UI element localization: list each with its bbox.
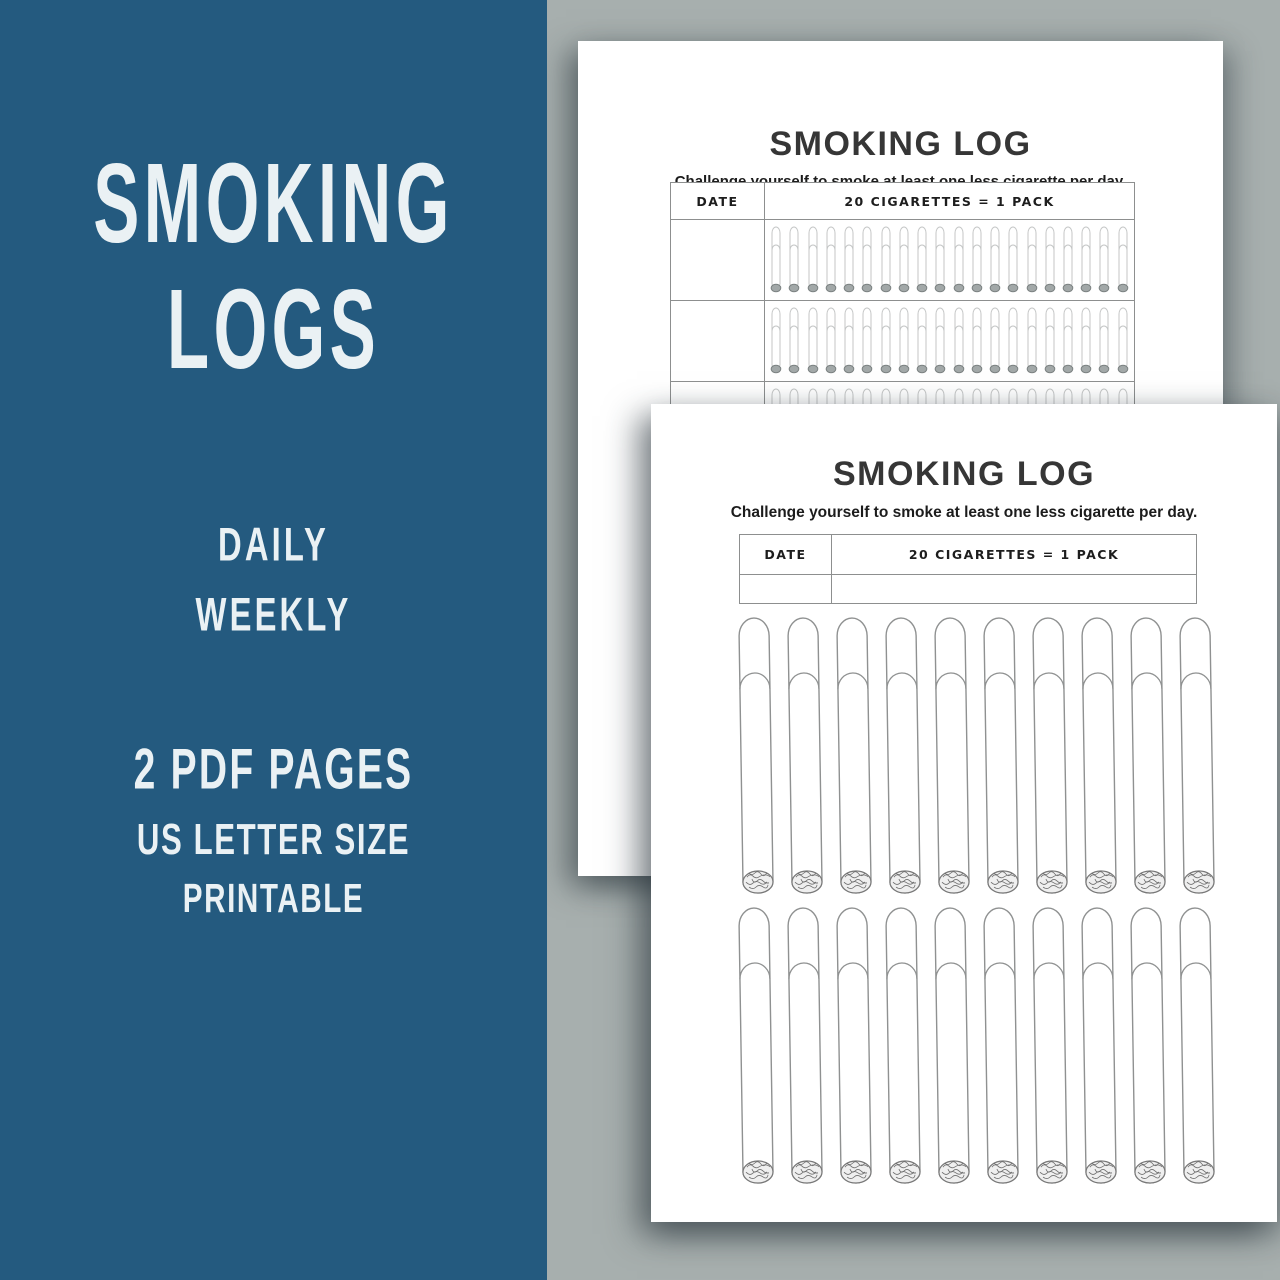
cigarette-icon <box>735 614 777 899</box>
cigarette-icon <box>1127 614 1169 899</box>
date-cell <box>740 575 832 603</box>
cigarette-icon <box>806 224 820 296</box>
cigarette-icon <box>1097 305 1111 377</box>
cigarette-icon <box>1127 904 1169 1189</box>
cigarettes-header: 20 CIGARETTES = 1 PACK <box>908 547 1120 562</box>
detail-printable: PRINTABLE <box>182 876 365 922</box>
date-header: DATE <box>740 535 832 574</box>
cigarette-row <box>737 614 1216 898</box>
cigarette-icon <box>806 305 820 377</box>
cigarette-icon <box>1043 305 1057 377</box>
cigarette-icon <box>988 224 1002 296</box>
cigarette-icon <box>1043 224 1057 296</box>
cigarette-icon <box>980 904 1022 1189</box>
cigarette-icon <box>1176 904 1218 1189</box>
table-header-row <box>740 535 1196 575</box>
cigarette-icon <box>879 305 893 377</box>
cigarette-icon <box>769 224 783 296</box>
cigarette-icon <box>915 305 929 377</box>
cigarette-icon <box>933 305 947 377</box>
cigarette-icon <box>860 224 874 296</box>
cigarette-icon <box>784 904 826 1189</box>
cigarette-icon <box>1061 305 1075 377</box>
page-title: SMOKING LOG <box>832 455 1096 493</box>
cigarette-icon <box>1078 904 1120 1189</box>
page-subtitle: Challenge yourself to smoke at least one less cigarette per day. <box>730 504 1198 521</box>
cigarette-icon <box>897 305 911 377</box>
cigarette-icon <box>970 224 984 296</box>
cigarette-icon <box>915 224 929 296</box>
cigarette-icon <box>897 224 911 296</box>
cigarette-icon <box>824 305 838 377</box>
cigarettes-header: 20 CIGARETTES = 1 PACK <box>844 193 1055 209</box>
cigarette-row <box>737 904 1216 1188</box>
cigarette-icon <box>1079 224 1093 296</box>
log-row <box>671 301 1134 382</box>
cigarette-icon <box>931 614 973 899</box>
cigarette-icon <box>1025 224 1039 296</box>
cigarette-icon <box>952 305 966 377</box>
cigarette-icon <box>882 614 924 899</box>
cigarette-icon <box>784 614 826 899</box>
cigarette-icon <box>1029 614 1071 899</box>
cigarette-icon <box>1078 614 1120 899</box>
cigarette-icon <box>879 224 893 296</box>
cigarette-icon <box>769 305 783 377</box>
product-title-line1: SMOKING <box>93 140 454 267</box>
date-header: DATE <box>671 183 765 219</box>
product-title-line2: LOGS <box>166 266 381 393</box>
daily-log-page <box>651 404 1277 1222</box>
cigarette-icon <box>824 224 838 296</box>
cigarette-icon <box>988 305 1002 377</box>
daily-log-table <box>739 534 1197 604</box>
date-cell <box>671 220 765 300</box>
cigarette-icon <box>842 224 856 296</box>
cigarette-cell <box>765 301 1134 381</box>
cigarette-icon <box>980 614 1022 899</box>
page-title: SMOKING LOG <box>769 125 1032 163</box>
cigarette-icon <box>1097 224 1111 296</box>
feature-weekly: WEEKLY <box>195 588 352 641</box>
cigarette-icon <box>1176 614 1218 899</box>
cigarette-icon <box>1006 224 1020 296</box>
cigarette-icon <box>1006 305 1020 377</box>
table-header-row <box>671 183 1134 220</box>
cigarette-icon <box>787 224 801 296</box>
cigarette-icon <box>1116 224 1130 296</box>
empty-log-row <box>740 575 1196 603</box>
cigarette-icon <box>1116 305 1130 377</box>
product-info-panel <box>0 0 547 1280</box>
cigarette-icon <box>860 305 874 377</box>
cigarette-icon <box>1029 904 1071 1189</box>
cigarette-icon <box>970 305 984 377</box>
cigarette-icon <box>735 904 777 1189</box>
log-row <box>671 220 1134 301</box>
cigarette-cell <box>765 220 1134 300</box>
feature-daily: DAILY <box>218 518 329 571</box>
cigarette-icon <box>833 614 875 899</box>
cigarette-icon <box>882 904 924 1189</box>
cigarette-icon <box>1079 305 1093 377</box>
cigarette-icon <box>933 224 947 296</box>
cigarette-icon <box>833 904 875 1189</box>
cigarette-icon <box>931 904 973 1189</box>
detail-paper-size: US LETTER SIZE <box>136 816 411 864</box>
cigarette-icon <box>952 224 966 296</box>
cigarette-icon <box>1061 224 1075 296</box>
cigarette-icon <box>1025 305 1039 377</box>
cigarette-cell <box>832 575 1196 603</box>
date-cell <box>671 301 765 381</box>
cigarette-icon <box>842 305 856 377</box>
detail-page-count: 2 PDF PAGES <box>133 738 414 802</box>
cigarette-icon <box>787 305 801 377</box>
